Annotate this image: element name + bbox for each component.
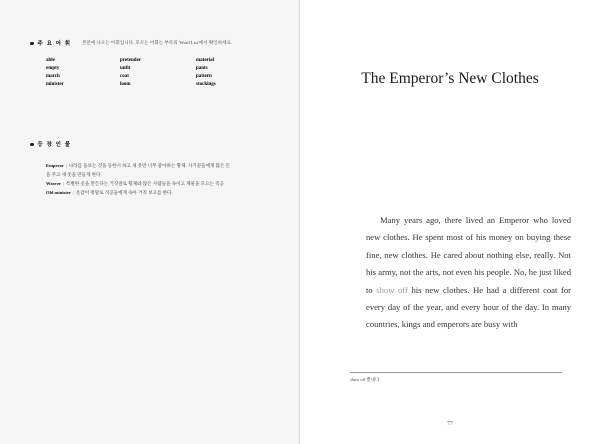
body-text-start: Many years ago, there lived an Emperor who loved new clothes. He spent most of his money on buying these fine, new clothes. He cared about nothing else, really. Not his army, not the arts, not even his people. No, he just liked to [366, 215, 571, 295]
vocab-word: pattern [196, 74, 212, 79]
bullet-icon [30, 42, 34, 46]
character-desc: 나라를 돌보는 것을 등한시 하고 새 옷만 너무 좋아하는 황제. 사기꾼들에게 많은 돈 [68, 163, 231, 168]
character-row [46, 179, 274, 188]
character-row [46, 170, 274, 179]
vocab-heading-text: 주 요 어 휘 [37, 41, 72, 47]
vocab-word: loom [120, 82, 131, 87]
story-body [366, 212, 571, 334]
vocab-word: march [46, 74, 60, 79]
story-title: The Emperor’s New Clothes [361, 70, 539, 87]
vocab-heading [30, 39, 71, 47]
vocab-word: pants [196, 66, 208, 71]
characters-heading [30, 140, 71, 148]
vocab-note: 본문에 나오는 어휘입니다. 모르는 어휘는 부록의 'Word List'에서 확인하세요. [82, 40, 233, 45]
story-paragraph [366, 212, 571, 334]
vocab-word: stockings [196, 82, 216, 87]
body-text-end: his new clothes. He had a different coat for every day of the year, and every hour of the day. In many countries, kings and emperors are busy with [366, 284, 571, 330]
vocab-word: unfit [120, 66, 131, 71]
footnote: show off 뽐내다 [350, 377, 380, 382]
character-desc: 옷감이 정말로 직공들에게 속아 거짓 보고를 한다. [75, 190, 173, 195]
footnote-divider [350, 372, 562, 373]
character-list [46, 161, 274, 197]
character-name: Weaver [46, 181, 62, 186]
page-number: 77 [447, 421, 453, 427]
character-desc: 을 주고 새 옷을 만들게 한다. [46, 172, 102, 177]
vocab-word: coat [120, 74, 129, 79]
highlighted-vocab: show off [376, 284, 408, 295]
vocab-word: empty [46, 66, 60, 71]
vocab-word: pretender [120, 58, 142, 63]
character-name: Old minister [46, 190, 71, 195]
character-name: Emperor [46, 163, 64, 168]
vocab-word: material [196, 58, 215, 63]
bullet-icon [30, 143, 34, 147]
separator-bar-icon: | [65, 163, 67, 168]
vocab-word: able [46, 58, 55, 63]
characters-heading-text: 등 장 인 물 [37, 142, 72, 148]
book-spine [299, 0, 300, 444]
character-row [46, 188, 274, 197]
character-desc: 특별한 옷을 만든다는 거짓말로 황제와 많은 사람들을 속이고 재물을 모으는 직공 [65, 181, 224, 186]
separator-bar-icon: | [72, 190, 74, 195]
vocab-word-grid [46, 58, 276, 87]
vocab-word: minister [46, 82, 64, 87]
character-row [46, 161, 274, 170]
separator-bar-icon: | [63, 181, 64, 186]
